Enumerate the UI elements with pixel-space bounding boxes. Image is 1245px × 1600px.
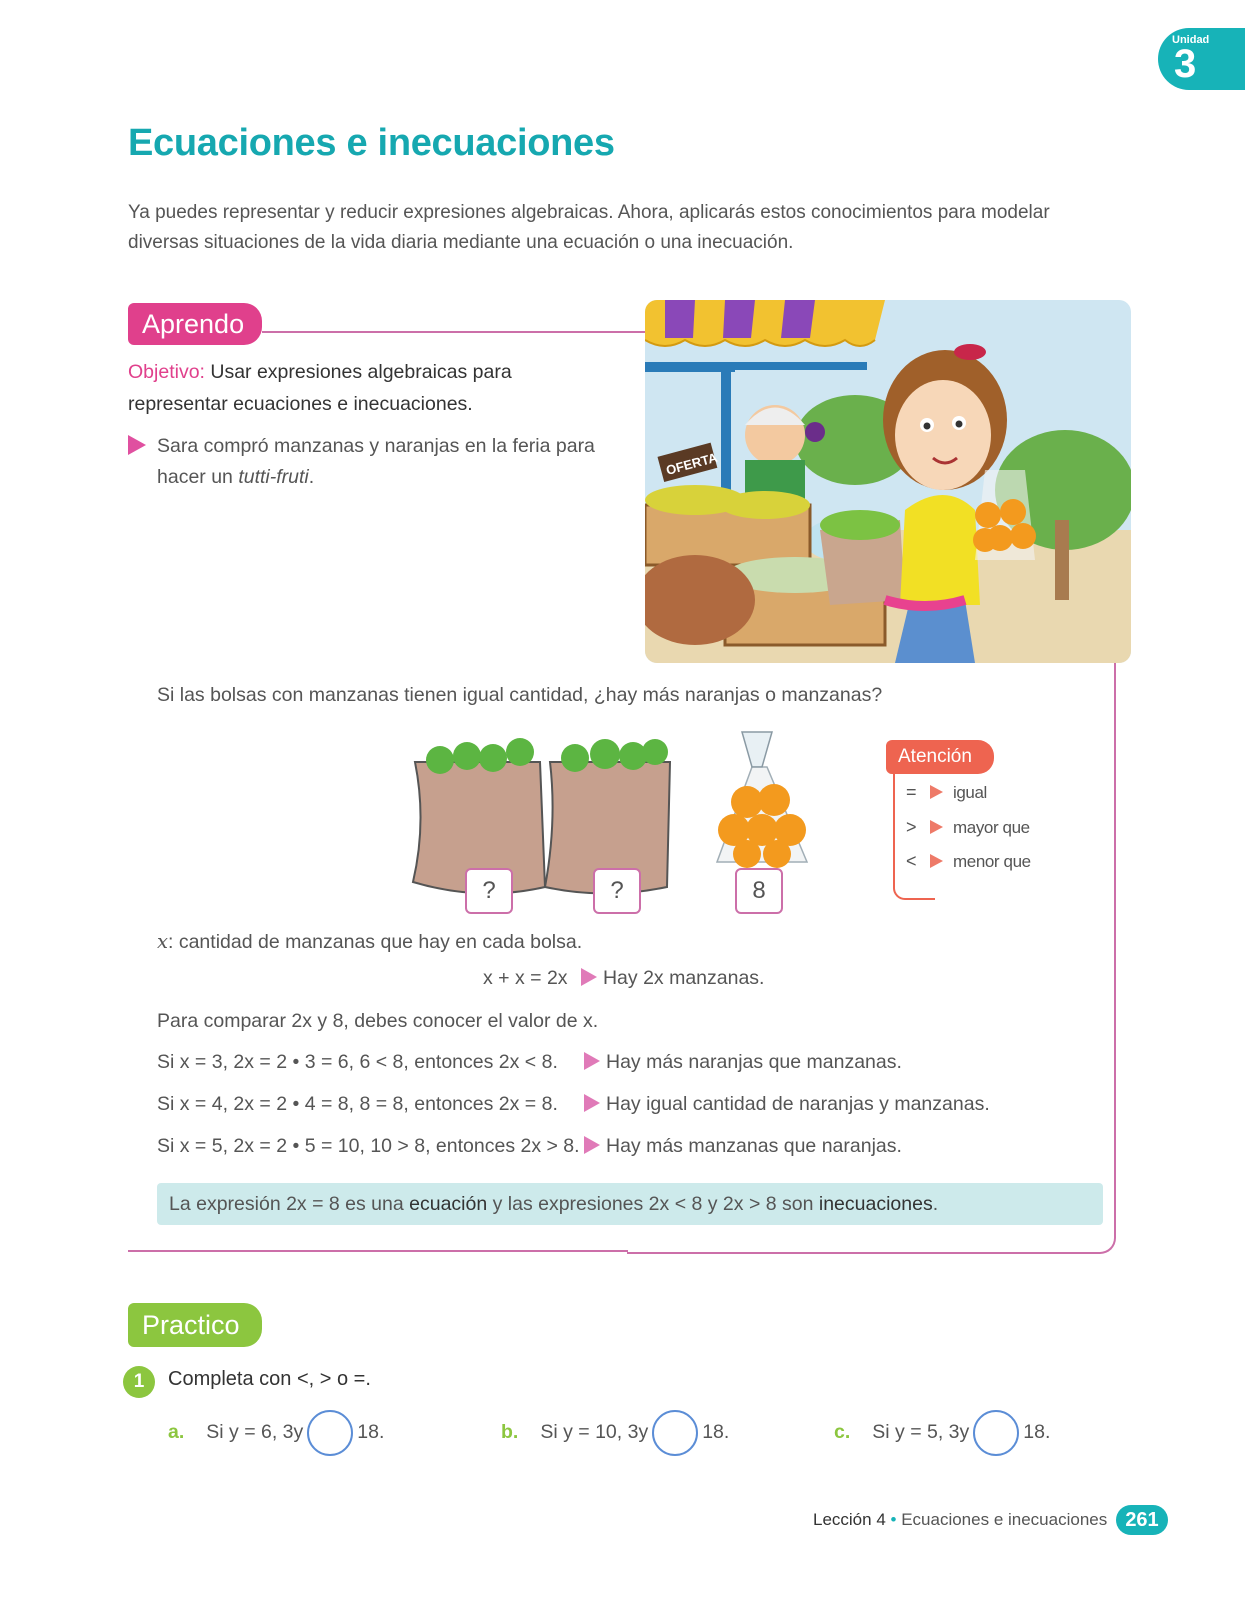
highlight-text: La expresión 2x = 8 es una: [169, 1193, 410, 1215]
aprendo-top-rule: [262, 331, 647, 333]
item-value: 18.: [357, 1421, 385, 1444]
aprendo-bottom-rule: [128, 1250, 628, 1252]
footer-lesson-label: Lección 4: [813, 1510, 886, 1529]
story-italic: tutti-fruti: [238, 466, 309, 488]
arrow-icon: [930, 820, 943, 834]
variable-x: x: [157, 930, 168, 953]
atencion-row-equal: [906, 782, 987, 803]
arrow-icon: [930, 854, 943, 868]
orange-count-box: 8: [735, 868, 783, 914]
practico-tag: Practico: [128, 1303, 262, 1347]
objective-label: Objetivo:: [128, 361, 205, 383]
symbol-less: <: [906, 851, 917, 871]
case-expression-1: Si x = 3, 2x = 2 • 3 = 6, 6 < 8, entonces 2x < 8.: [157, 1051, 558, 1073]
item-letter: b.: [501, 1421, 519, 1444]
case-result-1: [584, 1051, 902, 1074]
case-result-text: Hay más manzanas que naranjas.: [606, 1135, 902, 1157]
aprendo-frame: [627, 662, 1116, 1254]
definition-highlight: [157, 1183, 1103, 1225]
oferta-sign: OFERTA: [664, 449, 719, 478]
orange-bag-illustration: [712, 722, 812, 872]
arrow-icon: [930, 785, 943, 799]
sum-line: [483, 967, 764, 990]
highlight-text: .: [932, 1193, 939, 1215]
exercise-item-c: [834, 1410, 1050, 1456]
story-end: .: [308, 466, 315, 488]
atencion-row-greater: [906, 817, 1030, 838]
aprendo-tag: Aprendo: [128, 303, 262, 345]
item-letter: c.: [834, 1421, 851, 1444]
market-scene-illustration: [645, 300, 1131, 663]
answer-circle-c[interactable]: [973, 1410, 1019, 1456]
page-title: Ecuaciones e inecuaciones: [128, 122, 615, 164]
meaning-greater: mayor que: [953, 818, 1030, 837]
objective: [128, 356, 598, 420]
case-result-2: [584, 1093, 990, 1116]
item-value: 18.: [1023, 1421, 1051, 1444]
bag-count-box-1: ?: [465, 868, 513, 914]
footer-lesson: [813, 1510, 1107, 1530]
footer-bullet: •: [890, 1510, 897, 1529]
exercise-instruction: Completa con <, > o =.: [168, 1368, 371, 1390]
unit-number: 3: [1174, 42, 1197, 86]
exercise-number: 1: [123, 1366, 155, 1398]
case-expression-3: Si x = 5, 2x = 2 • 5 = 10, 10 > 8, entonces 2x > 8.: [157, 1135, 580, 1157]
page-number: 261: [1116, 1505, 1168, 1535]
arrow-icon: [584, 1094, 600, 1112]
unit-label: Unidad: [1172, 34, 1210, 46]
exercise-item-a: [168, 1410, 384, 1456]
compare-line: Para comparar 2x y 8, debes conocer el valor de x.: [157, 1010, 599, 1032]
item-value: 18.: [702, 1421, 730, 1444]
answer-circle-b[interactable]: [652, 1410, 698, 1456]
item-expression: Si y = 5, 3y: [872, 1421, 970, 1444]
atencion-row-less: [906, 851, 1031, 872]
case-expression-2: Si x = 4, 2x = 2 • 4 = 8, 8 = 8, entonces 2x = 8.: [157, 1093, 558, 1115]
item-expression: Si y = 6, 3y: [206, 1421, 304, 1444]
term-inecuaciones: inecuaciones: [818, 1193, 933, 1215]
case-result-3: [584, 1135, 902, 1158]
arrow-icon: [584, 1052, 600, 1070]
sum-result: Hay 2x manzanas.: [602, 967, 765, 989]
unit-badge: [1158, 28, 1245, 90]
arrow-icon: [584, 1136, 600, 1154]
story-text: [157, 431, 607, 493]
highlight-text: y las expresiones 2x < 8 y 2x > 8 son: [487, 1193, 819, 1215]
case-result-text: Hay igual cantidad de naranjas y manzanas.: [606, 1093, 990, 1115]
story-part: Sara compró manzanas y naranjas en la feria para hacer un: [157, 435, 595, 488]
question-text: Si las bolsas con manzanas tienen igual cantidad, ¿hay más naranjas o manzanas?: [157, 684, 883, 706]
meaning-equal: igual: [953, 783, 987, 802]
sum-expression: x + x = 2x: [483, 967, 568, 989]
symbol-greater: >: [906, 817, 917, 837]
item-expression: Si y = 10, 3y: [540, 1421, 649, 1444]
arrow-icon: [581, 968, 597, 986]
case-result-text: Hay más naranjas que manzanas.: [606, 1051, 902, 1073]
exercise-item-b: [501, 1410, 729, 1456]
term-ecuacion: ecuación: [409, 1193, 488, 1215]
footer-topic: Ecuaciones e inecuaciones: [901, 1510, 1108, 1529]
atencion-tag: Atención: [886, 740, 994, 774]
bullet-triangle-icon: [128, 435, 146, 455]
variable-description: : cantidad de manzanas que hay en cada bolsa.: [168, 931, 583, 953]
variable-definition: [157, 930, 582, 954]
meaning-less: menor que: [953, 852, 1031, 871]
answer-circle-a[interactable]: [307, 1410, 353, 1456]
bag-count-box-2: ?: [593, 868, 641, 914]
item-letter: a.: [168, 1421, 185, 1444]
symbol-equal: =: [906, 782, 917, 802]
intro-paragraph: Ya puedes representar y reducir expresiones algebraicas. Ahora, aplicarás estos conocimientos para modelar diversas situaciones de la vida diaria mediante una ecuación o una inecuación.: [128, 202, 1050, 253]
objective-text: Usar expresiones algebraicas para representar ecuaciones e inecuaciones.: [128, 361, 512, 415]
